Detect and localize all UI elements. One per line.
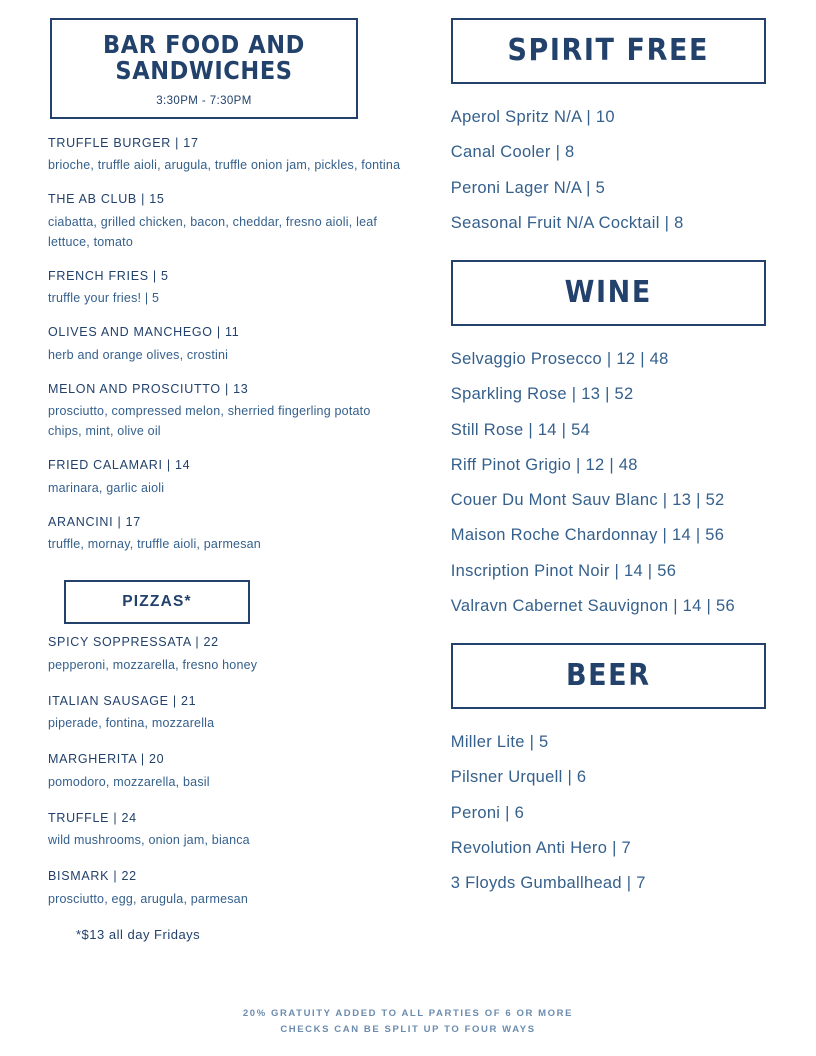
item-description: brioche, truffle aioli, arugula, truffle onion jam, pickles, fontina <box>48 158 401 172</box>
list-item: Peroni Lager N/A | 5 <box>450 178 606 197</box>
item-name: FRENCH FRIES | 5 <box>48 268 169 283</box>
wine-title: WINE <box>564 275 652 311</box>
pizza-footnote: *$13 all day Fridays <box>76 926 201 942</box>
list-item: Peroni | 6 <box>450 803 525 822</box>
list-item: Pilsner Urquell | 6 <box>450 768 587 787</box>
list-item: Miller Lite | 5 <box>450 733 549 752</box>
list-item: Canal Cooler | 8 <box>450 143 575 162</box>
list-item <box>48 868 403 909</box>
item-description: pomodoro, mozzarella, basil <box>48 774 210 789</box>
beer-list <box>451 731 776 894</box>
spirit-free-header <box>451 18 766 84</box>
list-item: Aperol Spritz N/A | 10 <box>450 108 615 126</box>
list-item <box>48 810 403 851</box>
list-item <box>48 324 403 365</box>
list-item: Couer Du Mont Sauv Blanc | 13 | 52 <box>450 491 725 510</box>
list-item <box>48 381 403 442</box>
spirit-free-title: SPIRIT FREE <box>507 33 710 68</box>
list-item <box>48 268 403 309</box>
beer-title: BEER <box>565 658 651 694</box>
list-item: Revolution Anti Hero | 7 <box>450 838 632 857</box>
item-name: ARANCINI | 17 <box>48 514 141 529</box>
list-item <box>48 751 403 792</box>
item-name: OLIVES AND MANCHEGO | 11 <box>48 325 240 339</box>
wine-header <box>451 260 766 326</box>
bar-food-hours: 3:30PM - 7:30PM <box>156 94 252 107</box>
item-description: ciabatta, grilled chicken, bacon, cheddar, fresno aioli, leaf lettuce, tomato <box>48 214 378 249</box>
list-item: Inscription Pinot Noir | 14 | 56 <box>450 561 677 580</box>
menu-columns <box>48 18 776 942</box>
item-description: pepperoni, mozzarella, fresno honey <box>48 657 258 672</box>
list-item <box>48 191 403 252</box>
list-item: 3 Floyds Gumballhead | 7 <box>450 874 646 893</box>
food-item-list <box>48 135 403 555</box>
item-name: BISMARK | 22 <box>48 869 137 883</box>
item-description: prosciutto, compressed melon, sherried fingerling potato chips, mint, olive oil <box>48 404 371 438</box>
list-item <box>48 457 403 498</box>
disclaimer-line-2: CHECKS CAN BE SPLIT UP TO FOUR WAYS <box>280 1023 536 1035</box>
list-item: Maison Roche Chardonnay | 14 | 56 <box>450 526 725 545</box>
item-name: MARGHERITA | 20 <box>48 752 165 766</box>
pizza-item-list <box>48 634 403 909</box>
list-item: Seasonal Fruit N/A Cocktail | 8 <box>450 213 684 232</box>
list-item: Valravn Cabernet Sauvignon | 14 | 56 <box>450 596 735 615</box>
bar-food-header <box>50 18 358 119</box>
item-description: truffle, mornay, truffle aioli, parmesan <box>48 537 261 551</box>
spirit-free-list <box>451 106 776 234</box>
item-name: ITALIAN SAUSAGE | 21 <box>48 693 197 708</box>
item-name: MELON AND PROSCIUTTO | 13 <box>48 381 249 396</box>
wine-list <box>451 348 776 617</box>
list-item <box>48 693 403 734</box>
beer-header <box>451 643 766 709</box>
drinks-column <box>451 18 776 942</box>
list-item <box>48 514 403 555</box>
footer-disclaimer <box>0 1006 816 1038</box>
item-name: TRUFFLE | 24 <box>48 810 137 825</box>
item-name: THE AB CLUB | 15 <box>48 192 165 206</box>
item-description: wild mushrooms, onion jam, bianca <box>48 833 250 847</box>
pizzas-title: PIZZAS* <box>122 593 192 610</box>
list-item <box>48 135 403 176</box>
item-name: TRUFFLE BURGER | 17 <box>48 135 199 150</box>
item-description: marinara, garlic aioli <box>48 480 165 495</box>
item-name: FRIED CALAMARI | 14 <box>48 458 191 472</box>
list-item <box>48 634 403 675</box>
item-description: herb and orange olives, crostini <box>48 347 229 362</box>
item-description: truffle your fries! | 5 <box>48 291 160 305</box>
item-description: piperade, fontina, mozzarella <box>48 716 215 730</box>
disclaimer-line-1: 20% GRATUITY ADDED TO ALL PARTIES OF 6 OR MORE <box>242 1007 574 1019</box>
list-item: Riff Pinot Grigio | 12 | 48 <box>450 455 638 474</box>
food-column <box>48 18 403 942</box>
bar-food-title: BAR FOOD AND SANDWICHES <box>103 30 305 86</box>
pizzas-header <box>64 580 250 624</box>
list-item: Sparkling Rose | 13 | 52 <box>450 385 634 404</box>
list-item: Still Rose | 14 | 54 <box>450 420 591 439</box>
list-item: Selvaggio Prosecco | 12 | 48 <box>450 350 669 369</box>
item-name: SPICY SOPPRESSATA | 22 <box>48 635 219 649</box>
item-description: prosciutto, egg, arugula, parmesan <box>48 891 248 906</box>
